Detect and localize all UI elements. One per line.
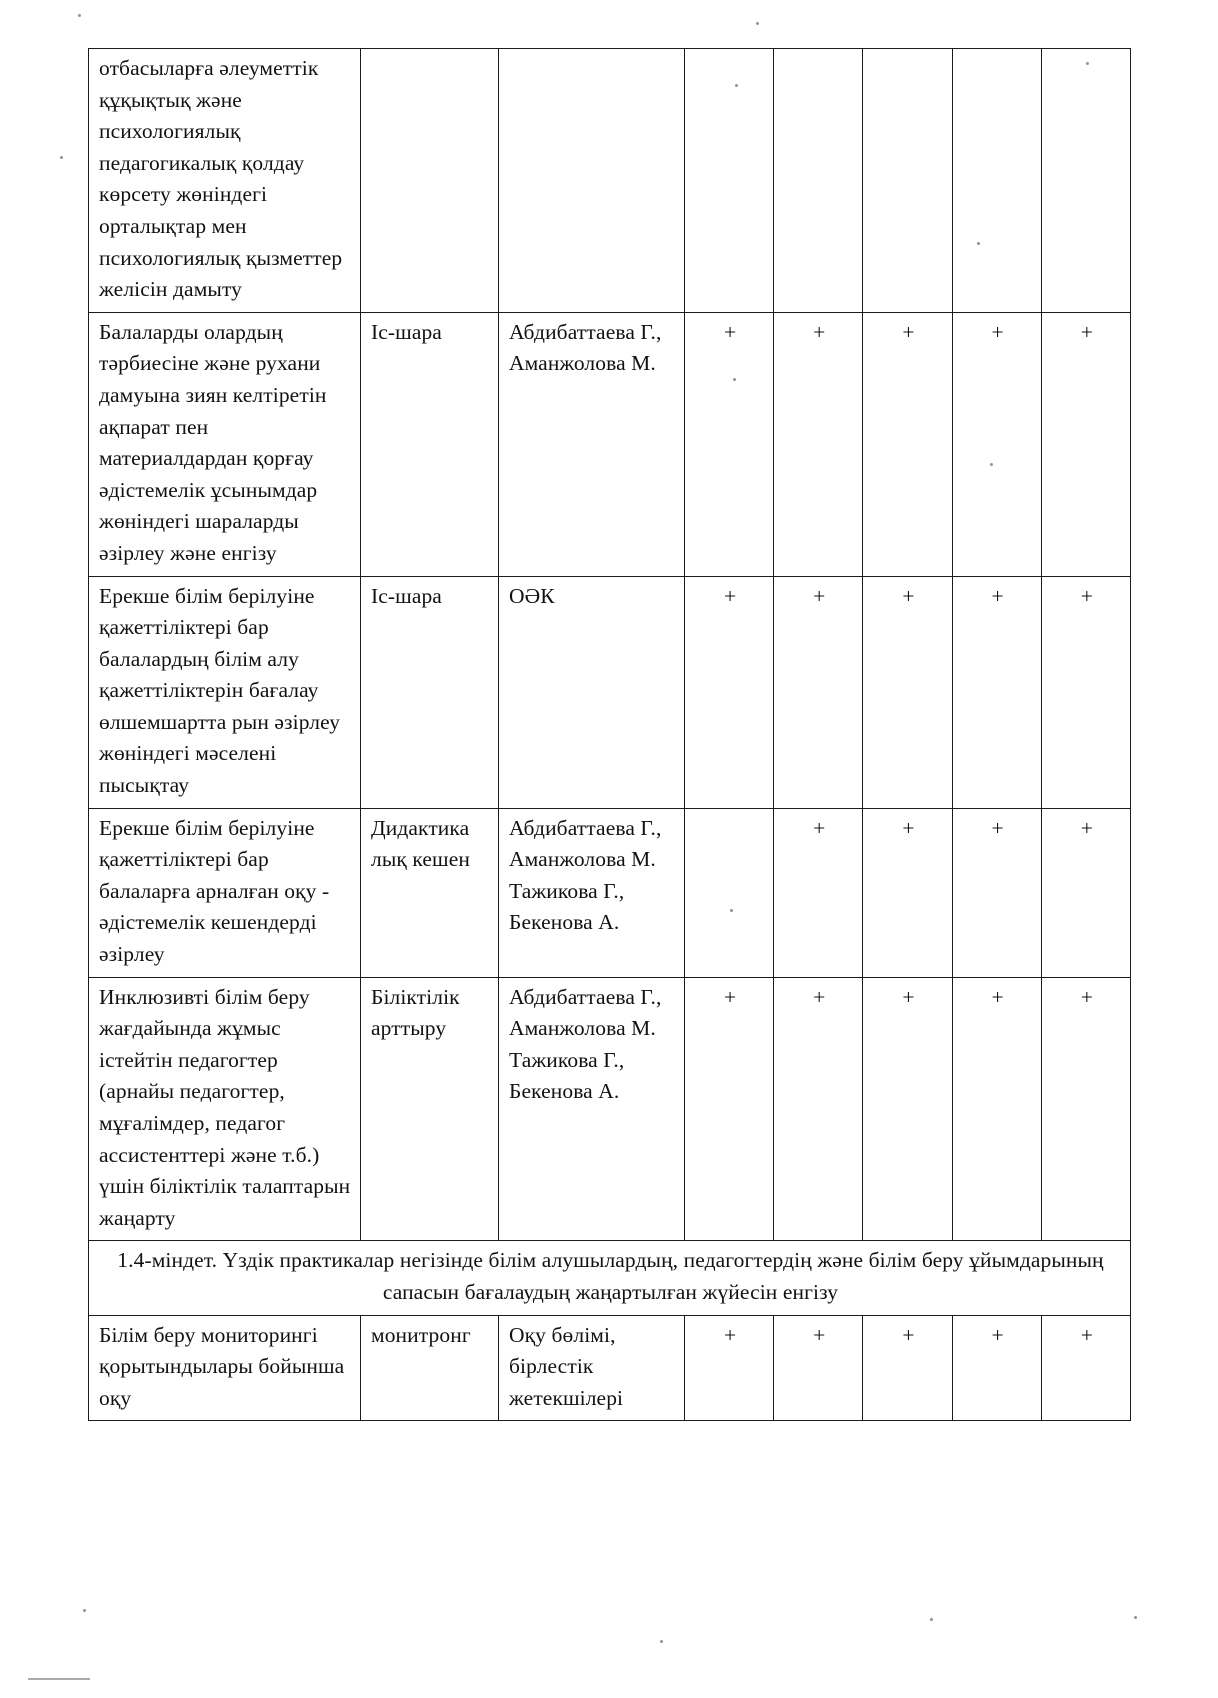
cell-responsible [499, 49, 685, 313]
cell-mark: + [1041, 808, 1130, 977]
cell-mark: + [952, 312, 1041, 576]
cell-mark: + [1041, 312, 1130, 576]
cell-activity: Ерекше білім берілуіне қажеттіліктері бар балаларға арналған оқу - әдістемелік кешендерді әзірлеу [89, 808, 361, 977]
cell-responsible: ОӘК [499, 576, 685, 808]
cell-mark: + [1041, 977, 1130, 1241]
cell-mark [863, 49, 952, 313]
cell-mark: + [1041, 1315, 1130, 1421]
cell-mark: + [1041, 576, 1130, 808]
cell-mark: + [774, 977, 863, 1241]
cell-responsible: Абдибаттаева Г., Аманжолова М. [499, 312, 685, 576]
cell-activity: Инклюзивті білім беру жағдайында жұмыс істейтін педагогтер (арнайы педагогтер, мұғалімдер, педагог ассистенттері және т.б.) үшін біліктілік талаптарын жаңарту [89, 977, 361, 1241]
section-header-text: 1.4-міндет. Үздік практикалар негізінде білім алушылардың, педагогтердің және білім беру ұйымдарының сапасын бағалаудың жаңартылған жүйесін енгізу [89, 1241, 1131, 1315]
cell-mark: + [952, 977, 1041, 1241]
cell-mark: + [863, 808, 952, 977]
cell-mark: + [863, 1315, 952, 1421]
cell-mark: + [952, 1315, 1041, 1421]
cell-mark: + [952, 808, 1041, 977]
cell-mark: + [685, 576, 774, 808]
table-section-row [89, 1241, 1131, 1315]
table-row [89, 808, 1131, 977]
cell-mark: + [685, 977, 774, 1241]
scan-speck [660, 1640, 663, 1643]
cell-activity: Білім беру мониторингі қорытындылары бойынша оқу [89, 1315, 361, 1421]
cell-type: Дидактика лық кешен [361, 808, 499, 977]
cell-mark: + [952, 576, 1041, 808]
plan-table-body [89, 49, 1131, 1421]
cell-responsible: Оқу бөлімі, бірлестік жетекшілері [499, 1315, 685, 1421]
cell-responsible: Абдибаттаева Г., Аманжолова М. Тажикова Г., Бекенова А. [499, 808, 685, 977]
cell-mark: + [863, 312, 952, 576]
cell-responsible: Абдибаттаева Г., Аманжолова М. Тажикова Г., Бекенова А. [499, 977, 685, 1241]
scan-speck [60, 156, 63, 159]
table-row [89, 977, 1131, 1241]
scan-edge-artifact [28, 1678, 90, 1680]
cell-mark [685, 808, 774, 977]
table-row [89, 49, 1131, 313]
cell-mark: + [774, 312, 863, 576]
scan-speck [78, 14, 81, 17]
cell-activity: отбасыларға әлеуметтік құқықтық және психологиялық педагогикалық қолдау көрсету жөніндегі орталықтар мен психологиялық қызметтер желісін дамыту [89, 49, 361, 313]
cell-mark: + [863, 576, 952, 808]
cell-type: Іс-шара [361, 576, 499, 808]
table-row [89, 576, 1131, 808]
cell-mark: + [863, 977, 952, 1241]
cell-type: Біліктілік арттыру [361, 977, 499, 1241]
scan-speck [1134, 1616, 1137, 1619]
cell-mark [1041, 49, 1130, 313]
cell-activity: Ерекше білім берілуіне қажеттіліктері бар балалардың білім алу қажеттіліктерін бағалау өлшемшартта рын әзірлеу жөніндегі мәселені пысықтау [89, 576, 361, 808]
cell-mark [952, 49, 1041, 313]
cell-type: Іс-шара [361, 312, 499, 576]
scan-speck [83, 1609, 86, 1612]
cell-type: монитронг [361, 1315, 499, 1421]
cell-mark: + [774, 576, 863, 808]
cell-mark: + [774, 808, 863, 977]
cell-mark: + [774, 1315, 863, 1421]
table-row [89, 1315, 1131, 1421]
scan-speck [930, 1618, 933, 1621]
cell-mark: + [685, 1315, 774, 1421]
cell-mark: + [685, 312, 774, 576]
scan-speck [756, 22, 759, 25]
cell-activity: Балаларды олардың тәрбиесіне және рухани дамуына зиян келтіретін ақпарат пен материалдардан қорғау әдістемелік ұсынымдар жөніндегі шараларды әзірлеу және енгізу [89, 312, 361, 576]
plan-table [88, 48, 1131, 1421]
cell-mark [685, 49, 774, 313]
table-row [89, 312, 1131, 576]
cell-type [361, 49, 499, 313]
plan-table-container [88, 48, 1130, 1421]
cell-mark [774, 49, 863, 313]
